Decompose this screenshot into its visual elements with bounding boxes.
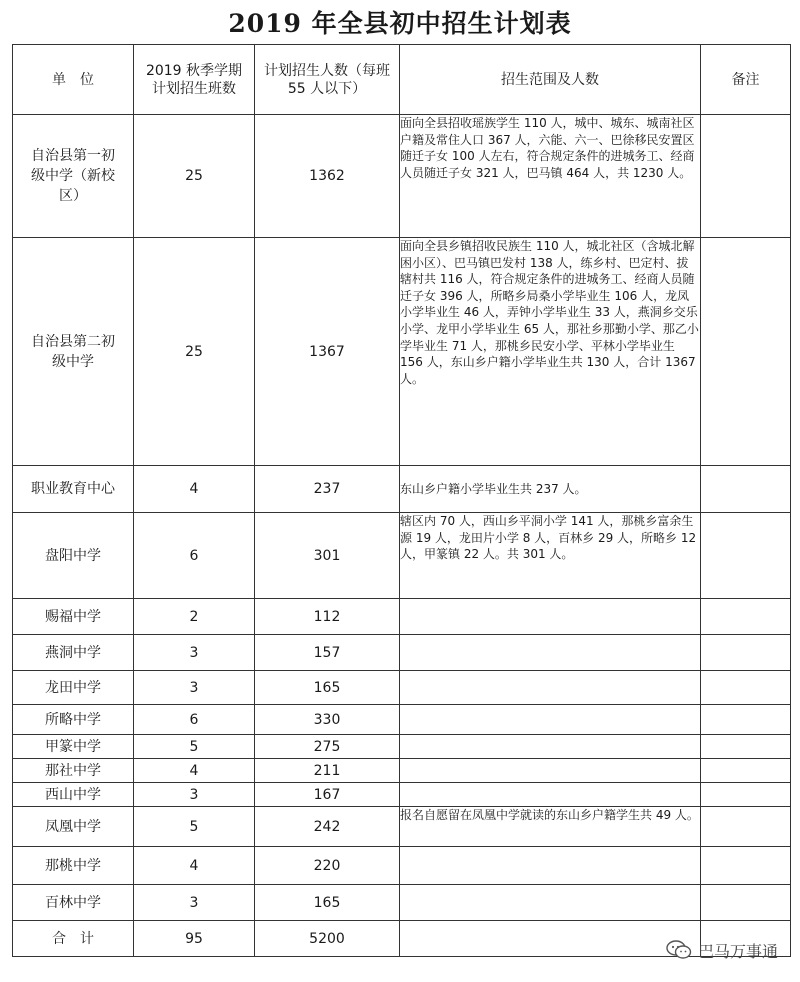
- classes-cell: 25: [134, 238, 255, 466]
- table-row: [13, 238, 791, 466]
- note-cell: [701, 635, 791, 671]
- watermark-text: 巴马万事通: [697, 941, 778, 961]
- students-cell: 167: [255, 783, 400, 807]
- table-row: [13, 635, 791, 671]
- classes-cell: 5: [134, 735, 255, 759]
- students-cell: 220: [255, 847, 400, 885]
- table-row: [13, 759, 791, 783]
- unit-cell: 职业教育中心: [13, 466, 134, 513]
- unit-cell: 那社中学: [13, 759, 134, 783]
- students-cell: 211: [255, 759, 400, 783]
- table-row: [13, 783, 791, 807]
- scope-cell: 面向全县招收瑶族学生 110 人，城中、城东、城南社区户籍及常住人口 367 人，六能、六一、巴徐移民安置区随迁子女 100 人左右，符合规定条件的进城务工、经商人员随迁子女 321 人，巴马镇 464 人，共 1230 人。: [400, 115, 701, 238]
- classes-cell: 3: [134, 783, 255, 807]
- table-row: [13, 885, 791, 921]
- unit-cell: 西山中学: [13, 783, 134, 807]
- note-cell: [701, 847, 791, 885]
- students-cell: 242: [255, 807, 400, 847]
- header-row: [13, 45, 791, 115]
- table-row: [13, 705, 791, 735]
- scope-cell: 东山乡户籍小学毕业生共 237 人。: [400, 466, 701, 513]
- unit-cell: 自治县第一初级中学（新校区）: [13, 115, 134, 238]
- header-students: 计划招生人数（每班 55 人以下）: [255, 45, 400, 115]
- enrollment-plan-table: [12, 44, 791, 957]
- students-cell: 165: [255, 671, 400, 705]
- classes-cell: 5: [134, 807, 255, 847]
- header-scope: 招生范围及人数: [400, 45, 701, 115]
- unit-cell: 百林中学: [13, 885, 134, 921]
- unit-cell: 燕洞中学: [13, 635, 134, 671]
- table-row: [13, 807, 791, 847]
- students-cell: 112: [255, 599, 400, 635]
- students-cell: 1362: [255, 115, 400, 238]
- students-cell: 1367: [255, 238, 400, 466]
- scope-cell: [400, 847, 701, 885]
- note-cell: [701, 807, 791, 847]
- table-row: [13, 513, 791, 599]
- scope-cell: [400, 705, 701, 735]
- note-cell: [701, 671, 791, 705]
- students-cell: 301: [255, 513, 400, 599]
- header-classes: 2019 秋季学期计划招生班数: [134, 45, 255, 115]
- table-row: [13, 847, 791, 885]
- classes-cell: 2: [134, 599, 255, 635]
- unit-cell: 盘阳中学: [13, 513, 134, 599]
- header-unit: 单 位: [13, 45, 134, 115]
- unit-cell: 龙田中学: [13, 671, 134, 705]
- students-cell: 165: [255, 885, 400, 921]
- classes-cell: 3: [134, 671, 255, 705]
- unit-cell: 所略中学: [13, 705, 134, 735]
- page-title: 2019 年全县初中招生计划表: [228, 9, 572, 38]
- classes-cell: 4: [134, 847, 255, 885]
- scope-cell: [400, 635, 701, 671]
- table-row: [13, 671, 791, 705]
- classes-cell: 3: [134, 885, 255, 921]
- students-cell: 237: [255, 466, 400, 513]
- classes-cell: 6: [134, 513, 255, 599]
- classes-cell: 6: [134, 705, 255, 735]
- note-cell: [701, 759, 791, 783]
- watermark: [666, 936, 778, 964]
- table-row: [13, 466, 791, 513]
- students-cell: 275: [255, 735, 400, 759]
- classes-cell: 4: [134, 466, 255, 513]
- header-note: 备注: [701, 45, 791, 115]
- note-cell: [701, 115, 791, 238]
- table-row: [13, 115, 791, 238]
- students-cell: 330: [255, 705, 400, 735]
- scope-cell: [400, 759, 701, 783]
- scope-cell: [400, 885, 701, 921]
- note-cell: [701, 783, 791, 807]
- scope-cell: [400, 599, 701, 635]
- note-cell: [701, 238, 791, 466]
- unit-cell: 甲篆中学: [13, 735, 134, 759]
- scope-cell: [400, 735, 701, 759]
- unit-cell: 自治县第二初级中学: [13, 238, 134, 466]
- classes-cell: 4: [134, 759, 255, 783]
- scope-cell: 报名自愿留在凤凰中学就读的东山乡户籍学生共 49 人。: [400, 807, 701, 847]
- table-row: [13, 735, 791, 759]
- scope-cell: [400, 921, 701, 957]
- unit-cell: 赐福中学: [13, 599, 134, 635]
- scope-cell: [400, 783, 701, 807]
- note-cell: [701, 513, 791, 599]
- note-cell: [701, 599, 791, 635]
- note-cell: [701, 885, 791, 921]
- note-cell: [701, 466, 791, 513]
- scope-cell: 面向全县乡镇招收民族生 110 人，城北社区（含城北解困小区）、巴马镇巴发村 138 人，练乡村、巴定村、拔辖村共 116 人，符合规定条件的进城务工、经商人员随迁子女 396 人，所略乡局桑小学毕业生 106 人，龙凤小学毕业生 46 人，弄钟小学毕业生 33 人，燕洞乡交乐小学、龙甲小学毕业生 65 人，那社乡那勤小学、那乙小学毕业生 71 人，那桃乡民安小学、平林小学毕业生 156 人，东山乡户籍小学毕业生共 130 人，合计 1367 人。: [400, 238, 701, 466]
- total-classes: 95: [134, 921, 255, 957]
- scope-cell: 辖区内 70 人，西山乡平洞小学 141 人，那桃乡富余生源 19 人，龙田片小学 8 人，百林乡 29 人，所略乡 12 人，甲篆镇 22 人。共 301 人。: [400, 513, 701, 599]
- note-cell: [701, 705, 791, 735]
- table-row: [13, 599, 791, 635]
- wechat-icon: [666, 940, 692, 960]
- note-cell: [701, 735, 791, 759]
- classes-cell: 25: [134, 115, 255, 238]
- unit-cell: 凤凰中学: [13, 807, 134, 847]
- classes-cell: 3: [134, 635, 255, 671]
- scope-cell: [400, 671, 701, 705]
- unit-cell: 那桃中学: [13, 847, 134, 885]
- students-cell: 157: [255, 635, 400, 671]
- total-students: 5200: [255, 921, 400, 957]
- total-label: 合 计: [13, 921, 134, 957]
